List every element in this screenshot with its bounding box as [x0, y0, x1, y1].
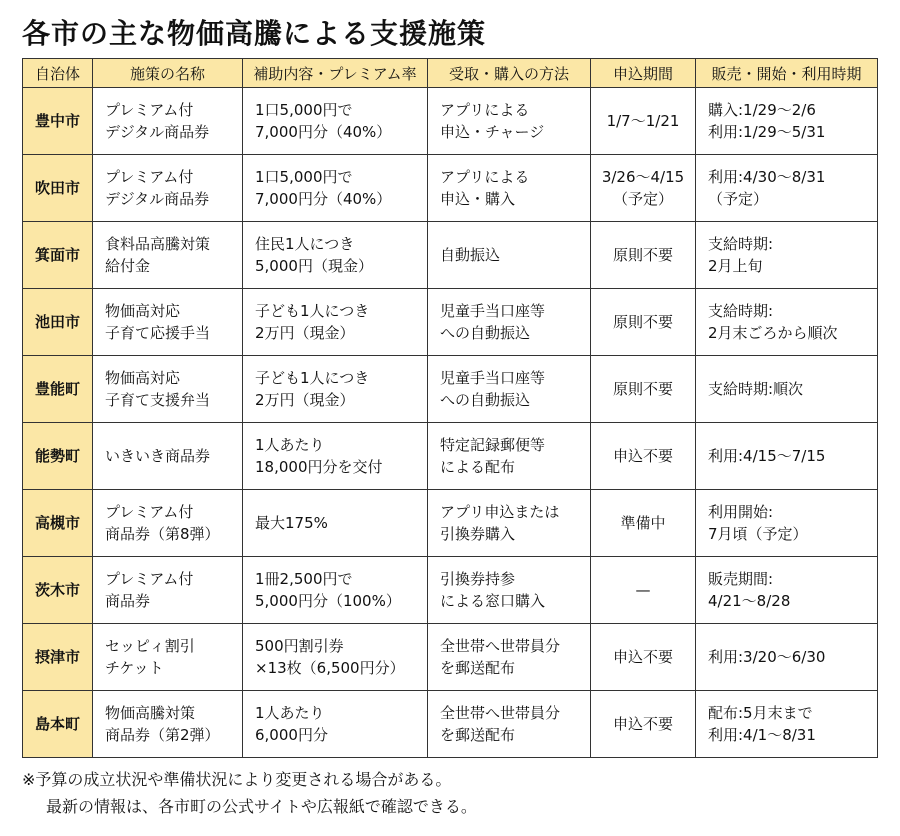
subsidy-content-cell-content: [243, 233, 427, 277]
usage-timing-cell: [696, 289, 878, 356]
subsidy-content-cell-content: [243, 512, 427, 534]
usage-timing-cell: [696, 691, 878, 758]
usage-timing-cell-line: 利用:3/20〜6/30: [708, 648, 826, 666]
subsidy-content-cell-content: [243, 300, 427, 344]
receipt-method-cell-line: 児童手当口座等: [440, 302, 546, 320]
usage-timing-cell: [696, 423, 878, 490]
subsidy-content-cell-line: 1口5,000円で: [255, 101, 353, 119]
usage-timing-cell-line: 購入:1/29〜2/6: [708, 101, 816, 119]
receipt-method-cell-line: 申込・チャージ: [440, 123, 545, 141]
usage-timing-cell-content: [696, 378, 877, 400]
receipt-method-cell: [428, 88, 591, 155]
municipality-cell: 能勢町: [23, 423, 93, 490]
measure-name-cell-content: [93, 233, 242, 277]
usage-timing-cell-line: 販売期間:: [708, 570, 774, 588]
application-period-cell-content: [591, 311, 695, 333]
application-period-cell-line: 申込不要: [612, 447, 673, 465]
table-row: [23, 88, 878, 155]
measure-name-cell-line: 商品券（第2弾）: [105, 726, 220, 744]
usage-timing-cell-line: 配布:5月末まで: [708, 704, 813, 722]
subsidy-content-cell-content: [243, 434, 427, 478]
measure-name-cell-line: 給付金: [105, 257, 151, 275]
table-row: [23, 222, 878, 289]
application-period-cell: [591, 356, 696, 423]
usage-timing-cell-content: [696, 233, 877, 277]
usage-timing-cell: [696, 356, 878, 423]
receipt-method-cell-line: への自動振込: [440, 324, 531, 342]
subsidy-content-cell: [243, 155, 428, 222]
receipt-method-cell-line: 特定記録郵便等: [440, 436, 546, 454]
usage-timing-cell-line: 利用:4/1〜8/31: [708, 726, 816, 744]
subsidy-content-cell: [243, 289, 428, 356]
receipt-method-cell-content: [428, 635, 590, 679]
receipt-method-cell: [428, 423, 591, 490]
receipt-method-cell-content: [428, 99, 590, 143]
usage-timing-cell-content: [696, 501, 877, 545]
application-period-cell-line: （予定）: [612, 190, 673, 208]
table-body: [23, 88, 878, 758]
measure-name-cell-line: 物価高騰対策: [105, 704, 196, 722]
measure-name-cell-content: [93, 635, 242, 679]
usage-timing-cell: [696, 222, 878, 289]
application-period-cell: [591, 88, 696, 155]
subsidy-content-cell-line: ×13枚（6,500円分）: [255, 659, 405, 677]
application-period-cell-line: 1/7〜1/21: [606, 112, 680, 130]
subsidy-content-cell-content: [243, 635, 427, 679]
usage-timing-cell-line: 利用開始:: [708, 503, 774, 521]
municipality-cell: 池田市: [23, 289, 93, 356]
measure-name-cell-line: 食料品高騰対策: [105, 235, 211, 253]
receipt-method-cell-line: への自動振込: [440, 391, 531, 409]
measure-name-cell: [93, 289, 243, 356]
receipt-method-cell-line: を郵送配布: [440, 726, 516, 744]
header-measure-name: 施策の名称: [93, 59, 243, 88]
table-row: [23, 155, 878, 222]
measure-name-cell-line: セッピィ割引: [105, 637, 195, 655]
usage-timing-cell-content: [696, 445, 877, 467]
footnote: [22, 766, 477, 820]
application-period-cell-line: 原則不要: [612, 380, 673, 398]
receipt-method-cell-line: 全世帯へ世帯員分: [440, 637, 561, 655]
subsidy-content-cell-line: 2万円（現金）: [255, 391, 355, 409]
municipality-cell: 箕面市: [23, 222, 93, 289]
measure-name-cell: [93, 691, 243, 758]
subsidy-content-cell: [243, 88, 428, 155]
application-period-cell-content: [591, 110, 695, 132]
subsidy-content-cell-line: 最大175%: [255, 514, 328, 532]
measure-name-cell-line: プレミアム付: [105, 503, 194, 521]
usage-timing-cell: [696, 624, 878, 691]
subsidy-content-cell: [243, 490, 428, 557]
header-application-period: 申込期間: [591, 59, 696, 88]
application-period-cell-line: 原則不要: [612, 313, 673, 331]
application-period-cell-line: 準備中: [620, 514, 666, 532]
usage-timing-cell-line: 支給時期:: [708, 302, 774, 320]
measure-name-cell: [93, 557, 243, 624]
usage-timing-cell-line: 4/21〜8/28: [708, 592, 791, 610]
header-subsidy-content: 補助内容・プレミアム率: [243, 59, 428, 88]
measure-name-cell-line: 子育て支援弁当: [105, 391, 211, 409]
usage-timing-cell-content: [696, 646, 877, 668]
receipt-method-cell-content: [428, 702, 590, 746]
subsidy-content-cell-line: 7,000円分（40%）: [255, 190, 392, 208]
application-period-cell-content: [591, 244, 695, 266]
subsidy-content-cell-line: 子ども1人につき: [255, 302, 370, 320]
receipt-method-cell-line: による配布: [440, 458, 516, 476]
measure-name-cell-content: [93, 300, 242, 344]
support-measures-table-wrapper: [22, 58, 877, 758]
page-title: 各市の主な物価高騰による支援施策: [22, 17, 487, 50]
receipt-method-cell: [428, 155, 591, 222]
usage-timing-cell-line: 2月上旬: [708, 257, 763, 275]
municipality-cell: 島本町: [23, 691, 93, 758]
subsidy-content-cell-line: 7,000円分（40%）: [255, 123, 392, 141]
subsidy-content-cell: [243, 356, 428, 423]
application-period-cell-line: 3/26〜4/15: [601, 168, 685, 186]
receipt-method-cell-content: [428, 367, 590, 411]
footnote-line-2: 最新の情報は、各市町の公式サイトや広報紙で確認できる。: [46, 797, 477, 816]
usage-timing-cell: [696, 155, 878, 222]
subsidy-content-cell-line: 1人あたり: [255, 704, 325, 722]
measure-name-cell-content: [93, 99, 242, 143]
receipt-method-cell-content: [428, 166, 590, 210]
measure-name-cell-content: [93, 367, 242, 411]
municipality-cell: 豊中市: [23, 88, 93, 155]
application-period-cell-line: —: [635, 581, 651, 599]
measure-name-cell: [93, 423, 243, 490]
subsidy-content-cell-line: 住民1人につき: [255, 235, 355, 253]
receipt-method-cell-line: アプリによる: [440, 168, 530, 186]
usage-timing-cell-content: [696, 99, 877, 143]
usage-timing-cell-line: （予定）: [708, 190, 769, 208]
application-period-cell-content: [591, 512, 695, 534]
receipt-method-cell-line: 引換券持参: [440, 570, 516, 588]
usage-timing-cell-line: 利用:4/15〜7/15: [708, 447, 826, 465]
measure-name-cell-line: プレミアム付: [105, 570, 194, 588]
table-row: [23, 490, 878, 557]
measure-name-cell-content: [93, 445, 242, 467]
receipt-method-cell-line: 引換券購入: [440, 525, 516, 543]
measure-name-cell-content: [93, 166, 242, 210]
usage-timing-cell-line: 支給時期:順次: [708, 380, 804, 398]
usage-timing-cell-line: 2月末ごろから順次: [708, 324, 838, 342]
application-period-cell: [591, 423, 696, 490]
receipt-method-cell: [428, 356, 591, 423]
table-header-row: [23, 59, 878, 88]
usage-timing-cell-line: 利用:1/29〜5/31: [708, 123, 826, 141]
application-period-cell: [591, 624, 696, 691]
subsidy-content-cell-content: [243, 166, 427, 210]
municipality-cell: 高槻市: [23, 490, 93, 557]
subsidy-content-cell-line: 子ども1人につき: [255, 369, 370, 387]
subsidy-content-cell: [243, 222, 428, 289]
receipt-method-cell-content: [428, 300, 590, 344]
application-period-cell-content: [591, 579, 695, 601]
subsidy-content-cell-line: 5,000円（現金）: [255, 257, 373, 275]
receipt-method-cell-content: [428, 434, 590, 478]
receipt-method-cell-line: による窓口購入: [440, 592, 546, 610]
measure-name-cell-line: 物価高対応: [105, 369, 181, 387]
receipt-method-cell: [428, 490, 591, 557]
usage-timing-cell-line: 利用:4/30〜8/31: [708, 168, 826, 186]
measure-name-cell: [93, 490, 243, 557]
receipt-method-cell: [428, 624, 591, 691]
municipality-cell: 摂津市: [23, 624, 93, 691]
application-period-cell-content: [591, 378, 695, 400]
application-period-cell-line: 原則不要: [612, 246, 673, 264]
receipt-method-cell: [428, 691, 591, 758]
subsidy-content-cell-content: [243, 367, 427, 411]
receipt-method-cell-line: アプリ申込または: [440, 503, 560, 521]
receipt-method-cell-line: 自動振込: [440, 246, 501, 264]
receipt-method-cell-line: 申込・購入: [440, 190, 516, 208]
application-period-cell-line: 申込不要: [612, 715, 673, 733]
application-period-cell-content: [591, 166, 695, 210]
measure-name-cell-content: [93, 568, 242, 612]
subsidy-content-cell: [243, 691, 428, 758]
subsidy-content-cell-content: [243, 702, 427, 746]
header-municipality: 自治体: [23, 59, 93, 88]
receipt-method-cell: [428, 222, 591, 289]
receipt-method-cell-content: [428, 501, 590, 545]
subsidy-content-cell-content: [243, 568, 427, 612]
application-period-cell-line: 申込不要: [612, 648, 673, 666]
table-row: [23, 624, 878, 691]
municipality-cell: 豊能町: [23, 356, 93, 423]
subsidy-content-cell: [243, 557, 428, 624]
subsidy-content-cell-line: 6,000円分: [255, 726, 328, 744]
subsidy-content-cell-line: 2万円（現金）: [255, 324, 355, 342]
receipt-method-cell-line: を郵送配布: [440, 659, 516, 677]
measure-name-cell-line: 物価高対応: [105, 302, 181, 320]
municipality-cell: 吹田市: [23, 155, 93, 222]
receipt-method-cell: [428, 289, 591, 356]
footnote-line-1: ※予算の成立状況や準備状況により変更される場合がある。: [22, 770, 452, 789]
measure-name-cell-line: デジタル商品券: [105, 123, 210, 141]
receipt-method-cell-line: アプリによる: [440, 101, 530, 119]
municipality-cell: 茨木市: [23, 557, 93, 624]
receipt-method-cell-content: [428, 568, 590, 612]
application-period-cell-content: [591, 646, 695, 668]
usage-timing-cell-content: [696, 702, 877, 746]
table-row: [23, 289, 878, 356]
application-period-cell: [591, 691, 696, 758]
measure-name-cell-content: [93, 501, 242, 545]
application-period-cell: [591, 289, 696, 356]
header-receipt-method: 受取・購入の方法: [428, 59, 591, 88]
subsidy-content-cell-line: 1冊2,500円で: [255, 570, 353, 588]
measure-name-cell-content: [93, 702, 242, 746]
subsidy-content-cell-line: 1口5,000円で: [255, 168, 353, 186]
application-period-cell: [591, 557, 696, 624]
measure-name-cell-line: 商品券（第8弾）: [105, 525, 220, 543]
subsidy-content-cell-line: 18,000円分を交付: [255, 458, 383, 476]
receipt-method-cell-line: 全世帯へ世帯員分: [440, 704, 561, 722]
usage-timing-cell-content: [696, 568, 877, 612]
subsidy-content-cell-line: 5,000円分（100%）: [255, 592, 401, 610]
usage-timing-cell-line: 支給時期:: [708, 235, 774, 253]
measure-name-cell: [93, 222, 243, 289]
subsidy-content-cell-content: [243, 99, 427, 143]
subsidy-content-cell: [243, 423, 428, 490]
support-measures-table: [22, 58, 878, 758]
measure-name-cell: [93, 624, 243, 691]
measure-name-cell-line: 商品券: [105, 592, 151, 610]
application-period-cell: [591, 222, 696, 289]
usage-timing-cell: [696, 490, 878, 557]
measure-name-cell-line: 子育て応援手当: [105, 324, 211, 342]
measure-name-cell-line: いきいき商品券: [105, 447, 211, 465]
measure-name-cell-line: チケット: [105, 659, 164, 677]
subsidy-content-cell-line: 1人あたり: [255, 436, 325, 454]
measure-name-cell: [93, 155, 243, 222]
table-row: [23, 557, 878, 624]
measure-name-cell-line: プレミアム付: [105, 101, 194, 119]
usage-timing-cell: [696, 88, 878, 155]
measure-name-cell: [93, 356, 243, 423]
subsidy-content-cell: [243, 624, 428, 691]
receipt-method-cell-content: [428, 244, 590, 266]
receipt-method-cell: [428, 557, 591, 624]
usage-timing-cell-content: [696, 166, 877, 210]
usage-timing-cell: [696, 557, 878, 624]
subsidy-content-cell-line: 500円割引券: [255, 637, 344, 655]
table-row: [23, 423, 878, 490]
application-period-cell-content: [591, 713, 695, 735]
header-usage-timing: 販売・開始・利用時期: [696, 59, 878, 88]
table-row: [23, 356, 878, 423]
usage-timing-cell-content: [696, 300, 877, 344]
measure-name-cell-line: デジタル商品券: [105, 190, 210, 208]
table-row: [23, 691, 878, 758]
application-period-cell: [591, 490, 696, 557]
measure-name-cell-line: プレミアム付: [105, 168, 194, 186]
receipt-method-cell-line: 児童手当口座等: [440, 369, 546, 387]
application-period-cell: [591, 155, 696, 222]
usage-timing-cell-line: 7月頃（予定）: [708, 525, 808, 543]
measure-name-cell: [93, 88, 243, 155]
application-period-cell-content: [591, 445, 695, 467]
